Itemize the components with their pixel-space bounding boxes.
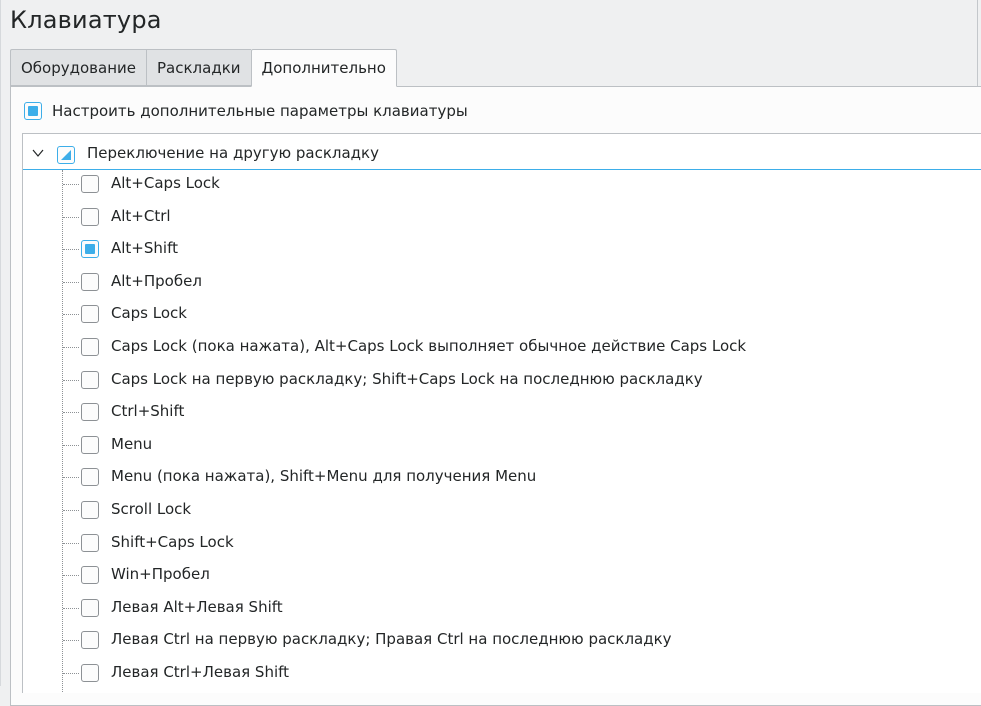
tree-branch-line [63,673,79,674]
option-checkbox[interactable] [81,468,99,486]
option-checkbox[interactable] [81,501,99,519]
option-checkbox[interactable] [81,338,99,356]
option-label: Menu [111,434,153,453]
option-label: Caps Lock [111,304,187,323]
tree-branch-line [63,445,79,446]
option-label: Caps Lock на первую раскладку; Shift+Caps Lock на последнюю раскладку [111,369,703,388]
option-label: Левая Ctrl на первую раскладку; Правая Ctrl на последнюю раскладку [111,630,672,649]
option-checkbox[interactable] [81,273,99,291]
option-label: Левая Ctrl+Левая Shift [111,663,290,681]
tree-item[interactable] [23,364,981,396]
tree-branch-line [63,477,79,478]
tree-item[interactable] [23,461,981,493]
tree-item[interactable] [23,429,981,461]
tree-item[interactable] [23,396,981,428]
enable-advanced-label: Настроить дополнительные параметры клавиатуры [52,102,468,120]
tab-layouts[interactable] [146,49,251,86]
option-checkbox[interactable] [81,305,99,323]
tree-item[interactable] [23,331,981,363]
tree-item[interactable] [23,233,981,265]
option-label: Shift+Caps Lock [111,532,234,551]
option-checkbox[interactable] [81,371,99,389]
page-title: Клавиатура [10,6,162,34]
tree-item[interactable] [23,624,981,656]
tree-branch-line [63,575,79,576]
tab-bar [10,49,397,87]
tree-branch-line [63,314,79,315]
option-checkbox[interactable] [81,599,99,617]
option-checkbox[interactable] [81,566,99,584]
option-label: Ctrl+Shift [111,402,185,421]
option-checkbox[interactable] [81,403,99,421]
tree-item[interactable] [23,201,981,233]
enable-advanced-checkbox[interactable] [24,102,42,120]
chevron-down-icon[interactable] [31,146,45,160]
tree-branch-line [63,608,79,609]
tree-branch-line [63,412,79,413]
options-tree[interactable] [22,133,981,693]
tree-item[interactable] [23,592,981,624]
tree-branch-line [63,510,79,511]
enable-advanced-option[interactable] [24,100,468,122]
tree-branch-line [63,380,79,381]
group-label: Переключение на другую раскладку [87,144,379,162]
option-label: Menu (пока нажата), Shift+Menu для получения Menu [111,467,537,486]
tree-item[interactable] [23,559,981,591]
tab-label: Оборудование [21,58,136,77]
group-checkbox[interactable] [57,146,75,164]
option-checkbox[interactable] [81,436,99,454]
option-label: Левая Alt+Левая Shift [111,597,283,616]
option-checkbox[interactable] [81,534,99,552]
option-checkbox[interactable] [81,631,99,649]
tree-group-switch-layout[interactable] [23,138,981,170]
tree-item[interactable] [23,494,981,526]
tree-branch-line [63,249,79,250]
option-label: Win+Пробел [111,565,210,584]
option-label: Caps Lock (пока нажата), Alt+Caps Lock выполняет обычное действие Caps Lock [111,337,747,355]
tree-item[interactable] [23,298,981,330]
option-label: Alt+Ctrl [111,206,171,225]
tree-branch-line [63,640,79,641]
tree-item[interactable] [23,168,981,200]
tree-item[interactable] [23,527,981,559]
option-label: Alt+Shift [111,239,178,258]
tab-advanced[interactable] [251,49,397,87]
option-checkbox[interactable] [81,208,99,226]
tree-branch-line [63,282,79,283]
tree-branch-line [63,184,79,185]
option-label: Alt+Caps Lock [111,174,220,192]
option-checkbox[interactable] [81,240,99,258]
window-left-edge [0,0,1,686]
tree-item[interactable] [23,266,981,298]
tree-branch-line [63,217,79,218]
option-checkbox[interactable] [81,175,99,193]
tab-label: Дополнительно [261,59,386,77]
tree-branch-line [63,347,79,348]
tree-item[interactable] [23,657,981,689]
tab-label: Раскладки [157,58,241,77]
option-label: Alt+Пробел [111,271,202,290]
option-checkbox[interactable] [81,664,99,682]
tree-branch-line [63,543,79,544]
option-label: Scroll Lock [111,500,192,518]
tab-hardware[interactable] [10,49,146,86]
